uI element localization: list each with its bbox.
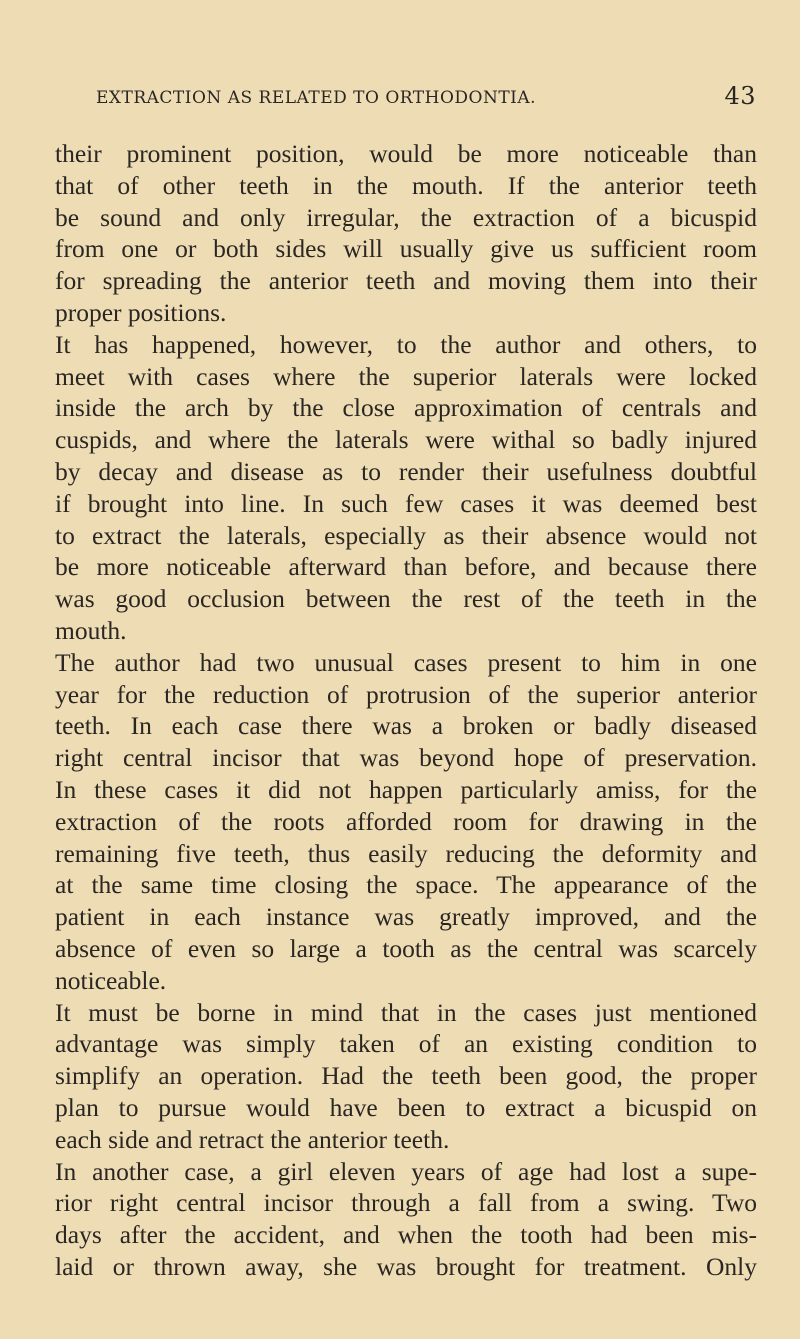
text-line: to extract the laterals, especially as their absence would not [55,520,757,550]
text-line: that of other teeth in the mouth. If the anterior teeth [55,170,757,200]
text-line: rior right central incisor through a fall from a swing. Two [55,1188,757,1218]
text-line: mouth. [55,615,127,645]
text-line: noticeable. [55,965,167,995]
text-line: for spreading the anterior teeth and moving them into their [55,266,757,296]
text-line: laid or thrown away, she was brought for treatment. Only [55,1251,757,1281]
text-line: inside the arch by the close approximation of centrals and [55,393,757,423]
paragraph [55,329,757,647]
running-title: EXTRACTION AS RELATED TO ORTHODONTIA. [96,88,537,108]
text-line: if brought into line. In such few cases it was deemed best [55,488,757,518]
text-line: proper positions. [55,297,227,327]
text-line: was good occlusion between the rest of the teeth in the [55,584,757,614]
text-line: The author had two unusual cases present to him in one [55,647,757,677]
text-line: from one or both sides will usually give us sufficient room [55,234,757,264]
paragraph [55,1156,757,1283]
text-line: days after the accident, and when the tooth had been mis- [55,1220,757,1250]
text-line: each side and retract the anterior teeth. [55,1124,450,1154]
text-line: cuspids, and where the laterals were withal so badly injured [55,425,757,455]
text-line: remaining five teeth, thus easily reducing the deformity and [55,838,757,868]
running-header [96,82,756,112]
text-line: be sound and only irregular, the extraction of a bicuspid [55,202,757,232]
paragraph [55,997,757,1156]
text-line: It must be borne in mind that in the cases just mentioned [55,997,757,1027]
paragraph [55,647,757,997]
text-line: by decay and disease as to render their usefulness doubtful [55,456,757,486]
page-number: 43 [724,82,756,110]
text-line: In these cases it did not happen particularly amiss, for the [55,774,757,804]
text-line: simplify an operation. Had the teeth been good, the proper [55,1061,757,1091]
text-line: meet with cases where the superior laterals were locked [55,361,757,391]
text-line: extraction of the roots afforded room for drawing in the [55,806,757,836]
text-line: be more noticeable afterward than before, and because there [55,552,757,582]
text-line: year for the reduction of protrusion of the superior anterior [55,679,757,709]
text-line: teeth. In each case there was a broken or badly diseased [55,711,757,741]
body-text [55,138,757,1283]
text-line: plan to pursue would have been to extract a bicuspid on [55,1092,757,1122]
text-line: absence of even so large a tooth as the central was scarcely [55,933,757,963]
paragraph [55,138,757,329]
text-line: their prominent position, would be more noticeable than [55,139,757,168]
text-line: advantage was simply taken of an existing condition to [55,1029,757,1059]
text-line: In another case, a girl eleven years of age had lost a supe- [55,1156,757,1186]
text-line: patient in each instance was greatly improved, and the [55,902,757,932]
text-line: at the same time closing the space. The appearance of the [55,870,757,900]
text-line: right central incisor that was beyond hope of preservation. [55,743,757,773]
text-line: It has happened, however, to the author and others, to [55,329,757,359]
